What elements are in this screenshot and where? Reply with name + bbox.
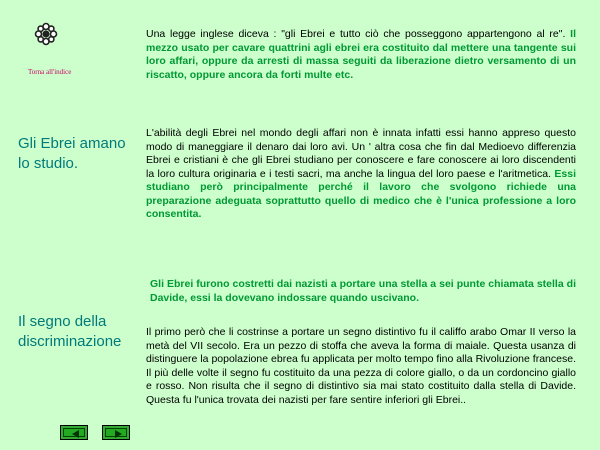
paragraph-study-highlight: Essi studiano però principalmente perché il lavoro che svolgono richiede una preparazione adeguata soprattutto quello di medico che è l'unica professione a loro consentita. [146,167,576,220]
paragraph-taxes [146,28,576,82]
paragraph-sign-text: Il primo però che li costrinse a portare un segno distintivo fu il califfo arabo Omar II verso la metà del VII secolo. Era un pezzo di stoffa che aveva la forma di maiale. Questa usanza di distinguere la popolazione ebrea fu applicata per molto tempo fino alla Rivoluzione francese. Il più delle volte il segno fu costituito da una pezza di colore giallo, o da un cordoncino giallo e rosso. Non risulta che il segno di distintivo sia mai stato costituito dalla stella di Davide. Questa fu l'unica trovata dei nazisti per fare sentire inferiori gli Ebrei.. [146,326,576,406]
home-link[interactable]: Torna all'indice [28,68,72,76]
paragraph-sign [146,326,576,407]
paragraph-star-highlight: Gli Ebrei furono costretti dai nazisti a portare una stella a sei punte chiamata stella di Davide, essi la dovevano indossare quando uscivano. [150,278,576,304]
flower-icon[interactable] [34,22,58,46]
paragraph-study [146,127,576,222]
paragraph-taxes-highlight: Il mezzo usato per cavare quattrini agli ebrei era costituito dal mettere una tangente sui loro affari, oppure da arresti di massa seguiti da liberazione dietro versamento di un riscatto, oppure ancora da forti multe etc. [146,28,576,81]
arrow-left-icon [72,430,79,438]
arrow-right-icon [115,430,122,438]
next-button[interactable] [102,425,130,440]
prev-button[interactable] [60,425,88,440]
paragraph-taxes-text: Una legge inglese diceva : "gli Ebrei e tutto ciò che posseggono appartengono al re". [146,28,566,40]
prev-button-frame [63,428,85,437]
paragraph-star [146,278,576,305]
paragraph-study-text: L'abilità degli Ebrei nel mondo degli affari non è innata infatti essi hanno appreso questo modo di maneggiare il denaro dai loro avi. Un ' altra cosa che fin dal Medioevo differenzia Ebrei e cristiani è che gli Ebrei studiano per conoscere e fare conoscere ai loro discendenti la loro cultura originaria e i testi sacri, ma anche la lingua del loro paese e l'aritmetica. [146,127,576,180]
next-button-frame [105,428,127,437]
section-heading-study: Gli Ebrei amano lo studio. [18,135,126,172]
section-heading-discrimination: Il segno della discriminazione [18,313,122,350]
